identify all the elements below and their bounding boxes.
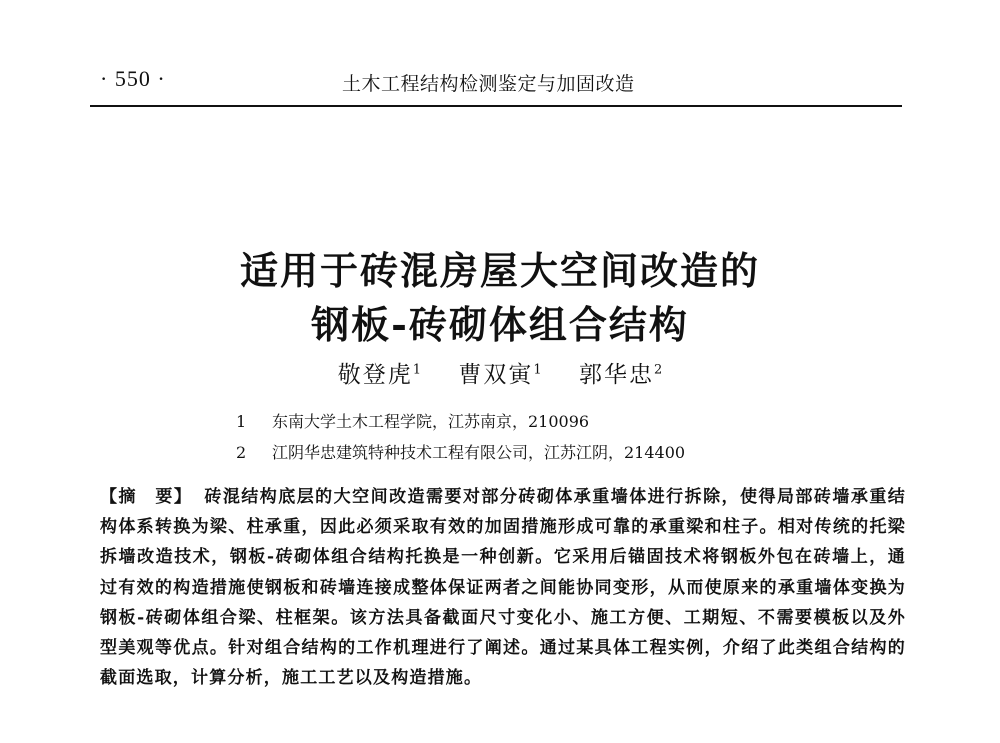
header-divider [90, 105, 902, 107]
author-affiliation-mark: 2 [653, 362, 663, 378]
author-affiliation-mark: 1 [412, 362, 422, 378]
author-name: 郭华忠 [578, 362, 654, 388]
author [579, 356, 662, 389]
affiliation [236, 409, 589, 432]
affiliation-text: 东南大学土木工程学院，江苏南京，210096 [272, 412, 590, 431]
affiliation [236, 440, 685, 463]
affiliation-number: 2 [236, 443, 247, 462]
author-name: 曹双寅 [458, 362, 534, 388]
abstract [100, 482, 906, 693]
abstract-text: 砖混结构底层的大空间改造需要对部分砖砌体承重墙体进行拆除，使得局部砖墙承重结构体系转换为梁、柱承重，因此必须采取有效的加固措施形成可靠的承重梁和柱子。相对传统的托梁拆墙改造技术，钢板-砖砌体组合结构托换是一种创新。它采用后锚固技术将钢板外包在砖墙上，通过有效的构造措施使钢板和砖墙连接成整体保证两者之间能协同变形，从而使原来的承重墙体变换为钢板-砖砌体组合梁、柱框架。该方法具备截面尺寸变化小、施工方便、工期短、不需要模板以及外型美观等优点。针对组合结构的工作机理进行了阐述。通过某具体工程实例，介绍了此类组合结构的截面选取，计算分析，施工工艺以及构造措施。 [100, 487, 906, 689]
affiliation-text: 江阴华忠建筑特种技术工程有限公司，江苏江阴，214400 [272, 443, 686, 462]
abstract-label: 【摘 要】 [100, 487, 193, 507]
affiliation-number: 1 [236, 412, 247, 431]
author-affiliation-mark: 1 [533, 362, 542, 378]
journal-title: 土木工程结构检测鉴定与加固改造 [342, 73, 635, 95]
paper-title-line-1: 适用于砖混房屋大空间改造的 [239, 248, 760, 293]
paper-title-line-2: 钢板-砖砌体组合结构 [311, 302, 689, 347]
author-name: 敬登虎 [337, 362, 413, 388]
author [338, 356, 421, 389]
running-header [100, 66, 900, 106]
author-list [0, 356, 1000, 389]
author [458, 356, 541, 389]
page-number: · 550 · [100, 66, 166, 91]
